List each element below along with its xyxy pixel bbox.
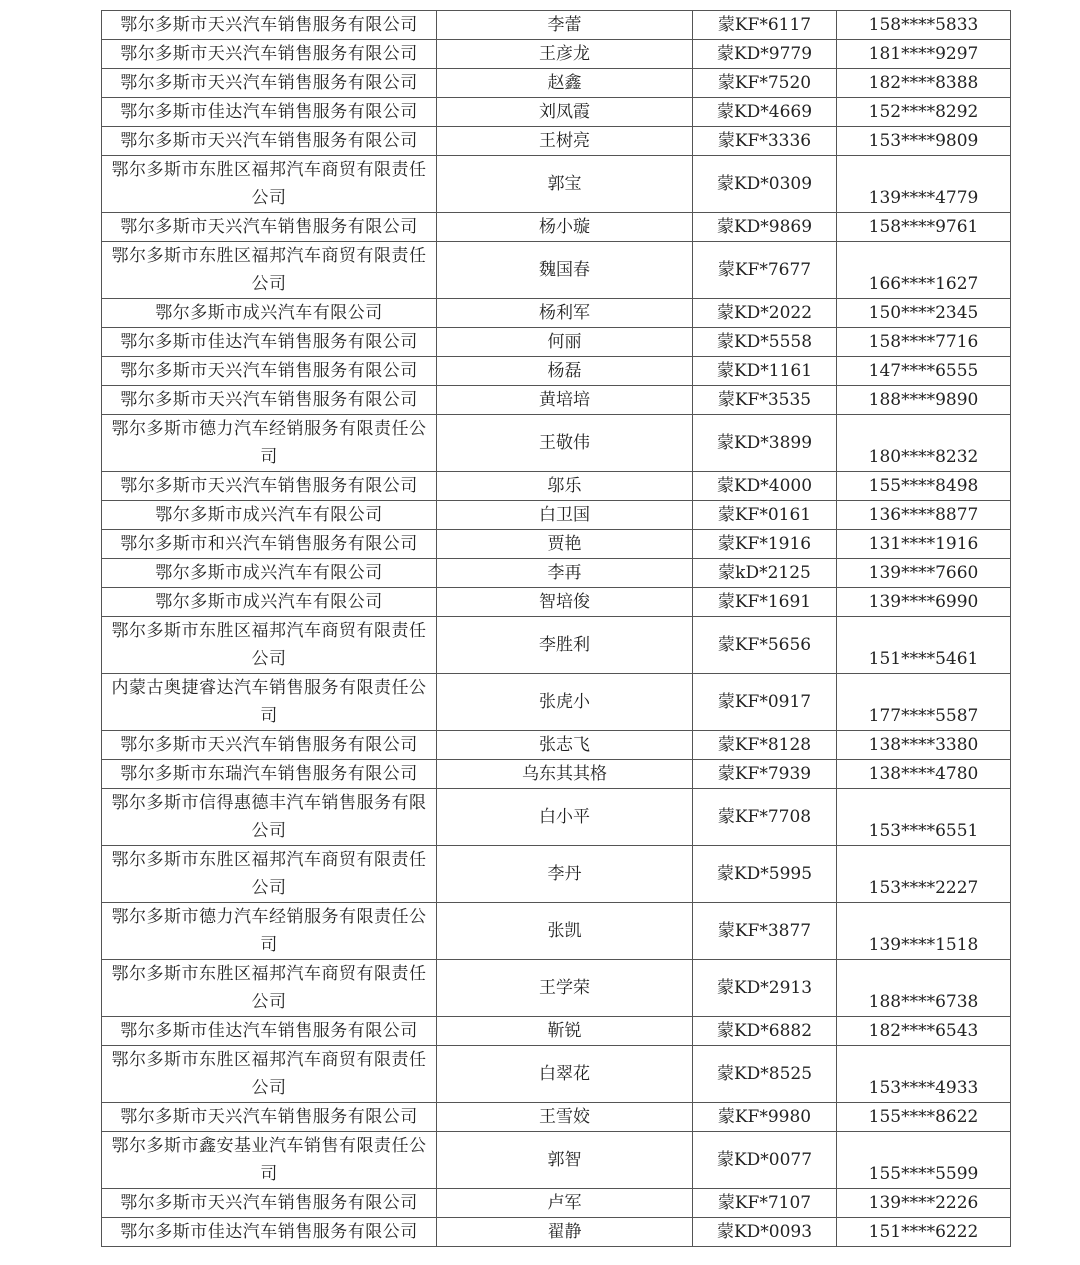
plate-number-cell: 蒙KF*9980 (693, 1103, 837, 1132)
company-cell: 内蒙古奥捷睿达汽车销售服务有限责任公司 (102, 674, 437, 731)
company-cell: 鄂尔多斯市德力汽车经销服务有限责任公司 (102, 415, 437, 472)
phone-text: 155****8622 (868, 1107, 979, 1127)
phone-text: 139****2226 (868, 1193, 979, 1213)
person-name-cell: 张凯 (437, 903, 693, 960)
phone-text: 158****9761 (868, 217, 979, 237)
table-row (102, 156, 1011, 213)
phone-cell (837, 731, 1011, 760)
table-row (102, 731, 1011, 760)
person-name-cell: 何丽 (437, 328, 693, 357)
plate-number-cell: 蒙KD*9779 (693, 40, 837, 69)
company-cell: 鄂尔多斯市天兴汽车销售服务有限公司 (102, 1189, 437, 1218)
phone-cell (837, 1132, 1011, 1189)
phone-cell (837, 357, 1011, 386)
table-row (102, 846, 1011, 903)
plate-number-cell: 蒙KD*3899 (693, 415, 837, 472)
phone-text: 158****5833 (868, 15, 979, 35)
phone-cell (837, 98, 1011, 127)
phone-cell (837, 1103, 1011, 1132)
table-row (102, 11, 1011, 40)
person-name-cell: 赵鑫 (437, 69, 693, 98)
phone-cell (837, 1218, 1011, 1247)
person-name-cell: 王学荣 (437, 960, 693, 1017)
plate-number-cell: 蒙KD*2022 (693, 299, 837, 328)
company-cell: 鄂尔多斯市佳达汽车销售服务有限公司 (102, 328, 437, 357)
company-cell: 鄂尔多斯市成兴汽车有限公司 (102, 501, 437, 530)
table-row (102, 299, 1011, 328)
phone-cell (837, 386, 1011, 415)
table-row (102, 501, 1011, 530)
phone-text: 138****3380 (868, 735, 979, 755)
phone-text: 188****6738 (868, 992, 979, 1012)
plate-number-cell: 蒙KF*1916 (693, 530, 837, 559)
phone-text: 158****7716 (868, 332, 979, 352)
table-row (102, 386, 1011, 415)
person-name-cell: 刘凤霞 (437, 98, 693, 127)
company-cell: 鄂尔多斯市天兴汽车销售服务有限公司 (102, 1103, 437, 1132)
phone-text: 182****8388 (868, 73, 979, 93)
table-row (102, 472, 1011, 501)
person-name-cell: 王彦龙 (437, 40, 693, 69)
phone-cell (837, 530, 1011, 559)
phone-text: 151****6222 (868, 1222, 979, 1242)
person-name-cell: 魏国春 (437, 242, 693, 299)
phone-text: 147****6555 (868, 361, 979, 381)
phone-text: 139****1518 (868, 935, 979, 955)
company-cell: 鄂尔多斯市天兴汽车销售服务有限公司 (102, 40, 437, 69)
person-name-cell: 王树亮 (437, 127, 693, 156)
person-name-cell: 郭宝 (437, 156, 693, 213)
plate-number-cell: 蒙KD*5558 (693, 328, 837, 357)
table-row (102, 357, 1011, 386)
person-name-cell: 白卫国 (437, 501, 693, 530)
phone-cell (837, 242, 1011, 299)
company-cell: 鄂尔多斯市天兴汽车销售服务有限公司 (102, 472, 437, 501)
phone-cell (837, 472, 1011, 501)
plate-number-cell: 蒙KF*7708 (693, 789, 837, 846)
plate-number-cell: 蒙KF*7939 (693, 760, 837, 789)
company-cell: 鄂尔多斯市天兴汽车销售服务有限公司 (102, 357, 437, 386)
phone-text: 150****2345 (868, 303, 979, 323)
phone-cell (837, 846, 1011, 903)
table-row (102, 530, 1011, 559)
plate-number-cell: 蒙KF*7677 (693, 242, 837, 299)
company-cell: 鄂尔多斯市东胜区福邦汽车商贸有限责任公司 (102, 156, 437, 213)
phone-cell (837, 328, 1011, 357)
table-row (102, 415, 1011, 472)
plate-number-cell: 蒙KD*6882 (693, 1017, 837, 1046)
phone-cell (837, 1017, 1011, 1046)
phone-cell (837, 415, 1011, 472)
plate-number-cell: 蒙KD*5995 (693, 846, 837, 903)
phone-text: 131****1916 (868, 534, 979, 554)
plate-number-cell: 蒙KF*7107 (693, 1189, 837, 1218)
table-row (102, 960, 1011, 1017)
company-cell: 鄂尔多斯市东胜区福邦汽车商贸有限责任公司 (102, 242, 437, 299)
plate-number-cell: 蒙KD*2913 (693, 960, 837, 1017)
company-cell: 鄂尔多斯市东胜区福邦汽车商贸有限责任公司 (102, 960, 437, 1017)
table-row (102, 328, 1011, 357)
table-row (102, 1132, 1011, 1189)
company-cell: 鄂尔多斯市和兴汽车销售服务有限公司 (102, 530, 437, 559)
plate-number-cell: 蒙KF*6117 (693, 11, 837, 40)
phone-cell (837, 674, 1011, 731)
phone-cell (837, 559, 1011, 588)
phone-cell (837, 760, 1011, 789)
phone-cell (837, 588, 1011, 617)
plate-number-cell: 蒙KF*3336 (693, 127, 837, 156)
plate-number-cell: 蒙KF*0161 (693, 501, 837, 530)
plate-number-cell: 蒙KD*4669 (693, 98, 837, 127)
person-name-cell: 杨利军 (437, 299, 693, 328)
phone-cell (837, 617, 1011, 674)
phone-cell (837, 156, 1011, 213)
company-cell: 鄂尔多斯市天兴汽车销售服务有限公司 (102, 386, 437, 415)
phone-cell (837, 127, 1011, 156)
person-name-cell: 靳锐 (437, 1017, 693, 1046)
table-row (102, 1189, 1011, 1218)
company-cell: 鄂尔多斯市东胜区福邦汽车商贸有限责任公司 (102, 846, 437, 903)
company-cell: 鄂尔多斯市东胜区福邦汽车商贸有限责任公司 (102, 617, 437, 674)
company-cell: 鄂尔多斯市东胜区福邦汽车商贸有限责任公司 (102, 1046, 437, 1103)
phone-cell (837, 960, 1011, 1017)
plate-number-cell: 蒙KF*3535 (693, 386, 837, 415)
phone-text: 181****9297 (868, 44, 979, 64)
company-cell: 鄂尔多斯市天兴汽车销售服务有限公司 (102, 127, 437, 156)
person-name-cell: 卢军 (437, 1189, 693, 1218)
plate-number-cell: 蒙KF*3877 (693, 903, 837, 960)
plate-number-cell: 蒙KD*9869 (693, 213, 837, 242)
plate-number-cell: 蒙KD*4000 (693, 472, 837, 501)
table-row (102, 69, 1011, 98)
plate-number-cell: 蒙KD*0093 (693, 1218, 837, 1247)
phone-text: 188****9890 (868, 390, 979, 410)
table-row (102, 98, 1011, 127)
record-sheet (101, 10, 1010, 1247)
person-name-cell: 白小平 (437, 789, 693, 846)
person-name-cell: 张虎小 (437, 674, 693, 731)
plate-number-cell: 蒙kD*2125 (693, 559, 837, 588)
company-cell: 鄂尔多斯市成兴汽车有限公司 (102, 559, 437, 588)
table-row (102, 760, 1011, 789)
plate-number-cell: 蒙KF*0917 (693, 674, 837, 731)
company-cell: 鄂尔多斯市天兴汽车销售服务有限公司 (102, 11, 437, 40)
person-name-cell: 杨磊 (437, 357, 693, 386)
phone-cell (837, 11, 1011, 40)
plate-number-cell: 蒙KD*0309 (693, 156, 837, 213)
company-cell: 鄂尔多斯市佳达汽车销售服务有限公司 (102, 1218, 437, 1247)
company-cell: 鄂尔多斯市成兴汽车有限公司 (102, 299, 437, 328)
records-table (101, 10, 1011, 1247)
table-row (102, 1218, 1011, 1247)
table-row (102, 1103, 1011, 1132)
plate-number-cell: 蒙KD*0077 (693, 1132, 837, 1189)
person-name-cell: 李再 (437, 559, 693, 588)
company-cell: 鄂尔多斯市天兴汽车销售服务有限公司 (102, 731, 437, 760)
phone-text: 153****4933 (868, 1078, 979, 1098)
phone-cell (837, 1046, 1011, 1103)
phone-text: 139****7660 (868, 563, 979, 583)
plate-number-cell: 蒙KD*1161 (693, 357, 837, 386)
person-name-cell: 李胜利 (437, 617, 693, 674)
phone-text: 139****4779 (868, 188, 979, 208)
person-name-cell: 乌东其其格 (437, 760, 693, 789)
table-row (102, 559, 1011, 588)
phone-text: 136****8877 (868, 505, 979, 525)
person-name-cell: 邬乐 (437, 472, 693, 501)
phone-text: 155****5599 (868, 1164, 979, 1184)
phone-text: 155****8498 (868, 476, 979, 496)
phone-cell (837, 40, 1011, 69)
phone-text: 182****6543 (868, 1021, 979, 1041)
person-name-cell: 张志飞 (437, 731, 693, 760)
table-row (102, 127, 1011, 156)
person-name-cell: 郭智 (437, 1132, 693, 1189)
table-row (102, 40, 1011, 69)
person-name-cell: 黄培培 (437, 386, 693, 415)
person-name-cell: 智培俊 (437, 588, 693, 617)
table-row (102, 903, 1011, 960)
phone-text: 180****8232 (868, 447, 979, 467)
plate-number-cell: 蒙KF*5656 (693, 617, 837, 674)
company-cell: 鄂尔多斯市德力汽车经销服务有限责任公司 (102, 903, 437, 960)
company-cell: 鄂尔多斯市信得惠德丰汽车销售服务有限公司 (102, 789, 437, 846)
plate-number-cell: 蒙KF*8128 (693, 731, 837, 760)
person-name-cell: 杨小璇 (437, 213, 693, 242)
person-name-cell: 王雪姣 (437, 1103, 693, 1132)
person-name-cell: 李蕾 (437, 11, 693, 40)
phone-cell (837, 789, 1011, 846)
phone-text: 153****6551 (868, 821, 979, 841)
person-name-cell: 翟静 (437, 1218, 693, 1247)
table-row (102, 674, 1011, 731)
table-row (102, 242, 1011, 299)
table-row (102, 789, 1011, 846)
table-row (102, 213, 1011, 242)
table-body (102, 11, 1011, 1247)
phone-text: 177****5587 (868, 706, 979, 726)
company-cell: 鄂尔多斯市佳达汽车销售服务有限公司 (102, 1017, 437, 1046)
phone-cell (837, 1189, 1011, 1218)
company-cell: 鄂尔多斯市天兴汽车销售服务有限公司 (102, 69, 437, 98)
phone-cell (837, 501, 1011, 530)
person-name-cell: 王敬伟 (437, 415, 693, 472)
company-cell: 鄂尔多斯市天兴汽车销售服务有限公司 (102, 213, 437, 242)
table-row (102, 588, 1011, 617)
table-row (102, 617, 1011, 674)
phone-text: 153****2227 (868, 878, 979, 898)
phone-text: 139****6990 (868, 592, 979, 612)
plate-number-cell: 蒙KF*1691 (693, 588, 837, 617)
phone-cell (837, 299, 1011, 328)
phone-text: 166****1627 (868, 274, 979, 294)
company-cell: 鄂尔多斯市东瑞汽车销售服务有限公司 (102, 760, 437, 789)
phone-cell (837, 213, 1011, 242)
person-name-cell: 白翠花 (437, 1046, 693, 1103)
plate-number-cell: 蒙KF*7520 (693, 69, 837, 98)
table-row (102, 1017, 1011, 1046)
person-name-cell: 李丹 (437, 846, 693, 903)
phone-text: 153****9809 (868, 131, 979, 151)
person-name-cell: 贾艳 (437, 530, 693, 559)
phone-cell (837, 903, 1011, 960)
table-row (102, 1046, 1011, 1103)
phone-cell (837, 69, 1011, 98)
phone-text: 152****8292 (868, 102, 979, 122)
company-cell: 鄂尔多斯市佳达汽车销售服务有限公司 (102, 98, 437, 127)
plate-number-cell: 蒙KD*8525 (693, 1046, 837, 1103)
phone-text: 151****5461 (868, 649, 979, 669)
phone-text: 138****4780 (868, 764, 979, 784)
company-cell: 鄂尔多斯市鑫安基业汽车销售有限责任公司 (102, 1132, 437, 1189)
company-cell: 鄂尔多斯市成兴汽车有限公司 (102, 588, 437, 617)
